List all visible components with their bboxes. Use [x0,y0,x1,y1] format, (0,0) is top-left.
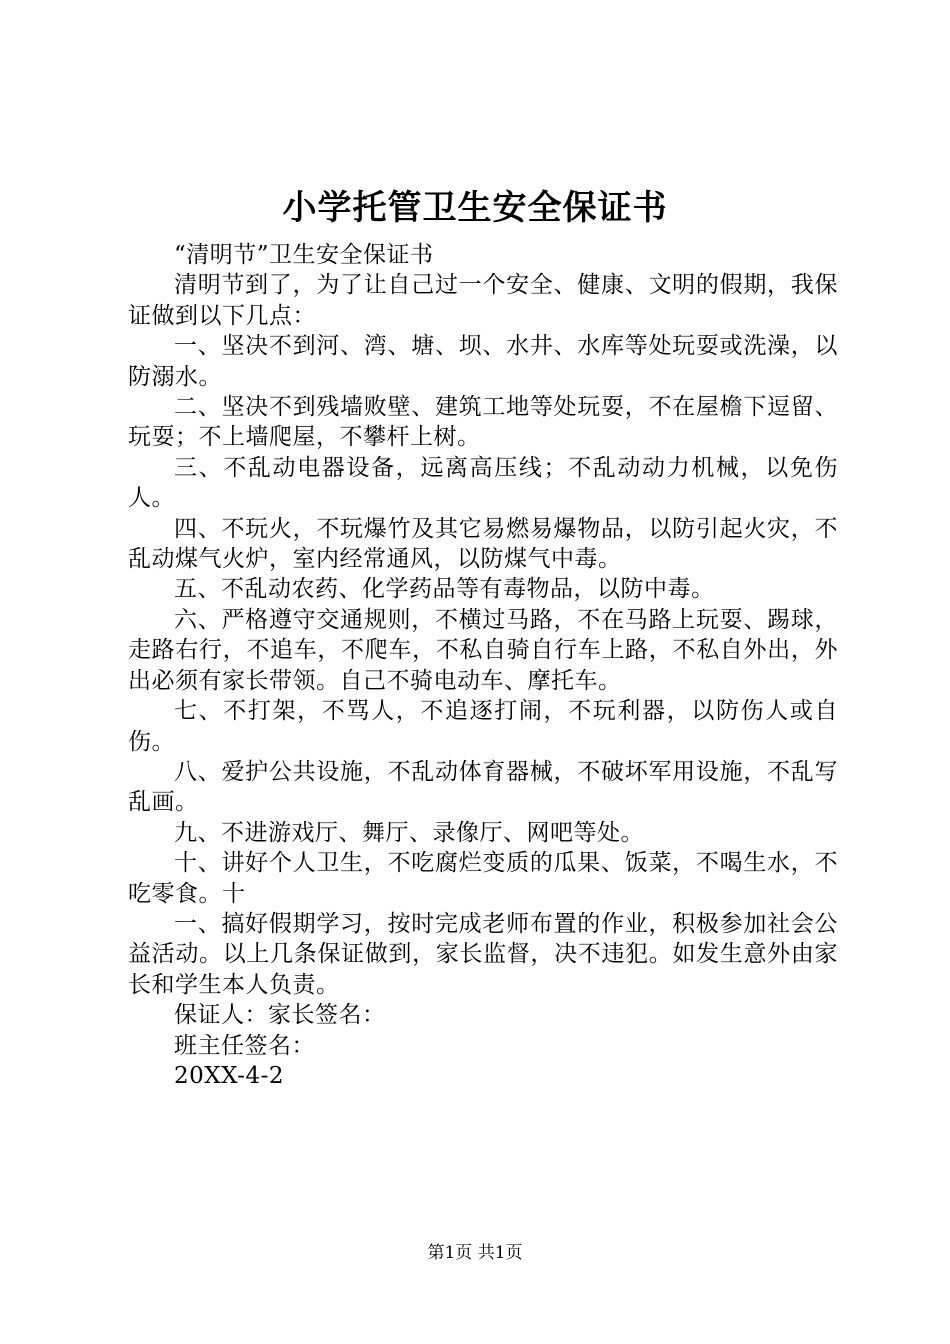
subtitle-paragraph: “清明节”卫生安全保证书 [174,242,434,268]
intro-paragraph: 清明节到了，为了让自己过一个安全、健康、文明的假期，我保证做到以下几点： [128,272,838,329]
pledge-item-3: 三、不乱动电器设备，远离高压线；不乱动动力机械，以免伤人。 [128,454,838,512]
document-body [128,240,838,1091]
guarantor-signature-line: 保证人：家长签名： [174,1002,386,1029]
page-footer: 第1页 共1页 [427,1243,523,1263]
pledge-item-1: 一、坚决不到河、湾、塘、坝、水井、水库等处玩耍或洗澡，以防溺水。 [128,333,838,390]
pledge-item-5: 五、不乱动农药、化学药品等有毒物品，以防中毒。 [174,576,715,603]
pledge-item-9: 九、不进游戏厅、舞厅、录像厅、网吧等处。 [174,819,644,846]
pledge-item-2: 二、坚决不到残墙败壁、建筑工地等处玩耍，不在屋檐下逗留、玩耍；不上墙爬屋，不攀杆上树。 [128,394,838,451]
pledge-item-6: 六、严格遵守交通规则，不横过马路，不在马路上玩耍、踢球，走路右行，不追车，不爬车，不私自骑自行车上路，不私自外出，外出必须有家长带领。自己不骑电动车、摩托车。 [128,606,838,694]
pledge-item-10: 十、讲好个人卫生，不吃腐烂变质的瓜果、饭菜，不喝生水，不吃零食。十 [128,850,838,907]
pledge-item-8: 八、爱护公共设施，不乱动体育器械，不破坏军用设施，不乱写乱画。 [128,758,838,816]
pledge-item-4: 四、不玩火，不玩爆竹及其它易燃易爆物品，以防引起火灾，不乱动煤气火炉，室内经常通风，以防煤气中毒。 [128,515,838,573]
pledge-item-7: 七、不打架，不骂人，不追逐打闹，不玩利器，以防伤人或自伤。 [128,698,838,755]
document-date: 20XX-4-2 [174,1062,285,1089]
document-title: 小学托管卫生安全保证书 [282,188,668,228]
pledge-item-11: 一、搞好假期学习，按时完成老师布置的作业，积极参加社会公益活动。以上几条保证做到，家长监督，决不违犯。如发生意外由家长和学生本人负责。 [128,910,838,998]
teacher-signature-line: 班主任签名： [174,1032,315,1059]
